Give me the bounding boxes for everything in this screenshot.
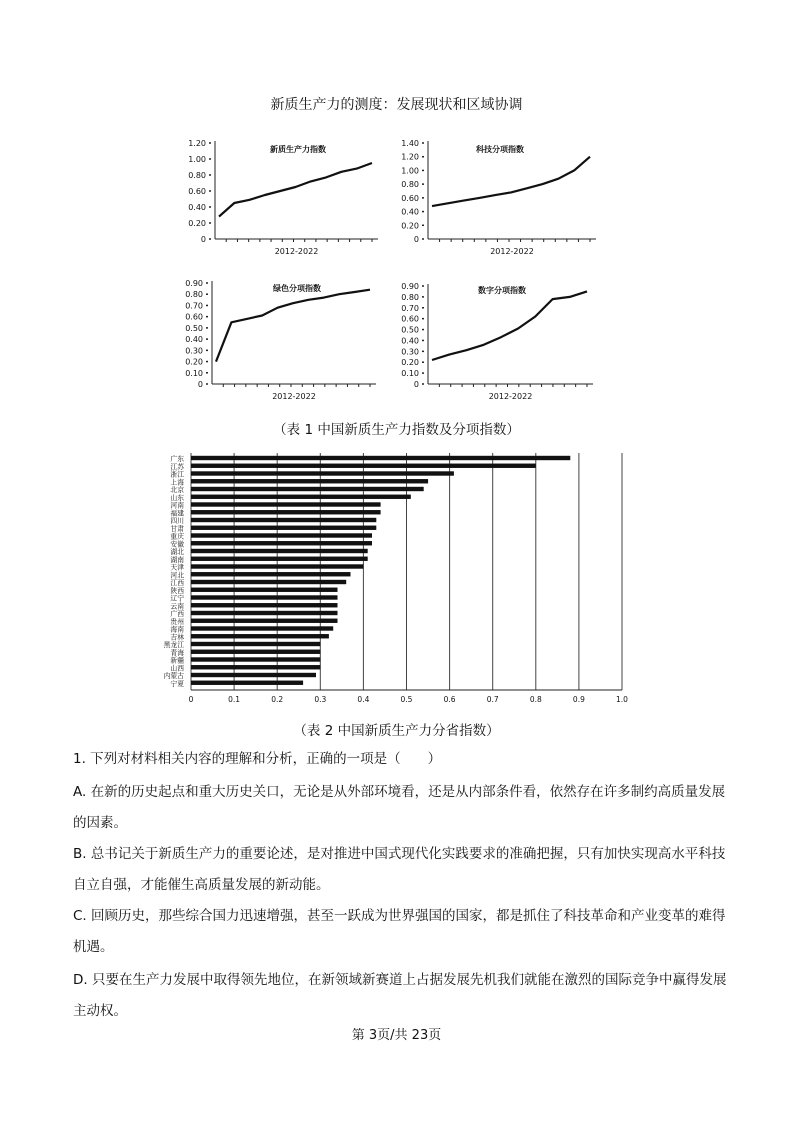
y-tick-label: 1.20 [401, 152, 419, 162]
chart-title: 科技分项指数 [476, 145, 524, 154]
bar [191, 487, 424, 491]
bar [191, 603, 338, 607]
y-tick-label: 1.00 [401, 166, 419, 176]
category-label: 宁夏 [170, 679, 184, 688]
y-tick-label: 0.40 [188, 203, 206, 212]
category-label: 安徽 [170, 540, 184, 549]
x-axis-label: 2012-2022 [490, 247, 534, 256]
bar [191, 541, 372, 545]
bar [191, 619, 338, 623]
category-label: 重庆 [170, 532, 184, 541]
category-label: 云南 [170, 602, 184, 611]
bar [191, 580, 346, 584]
bar [191, 533, 372, 537]
series-line [216, 290, 370, 362]
x-axis-label: 2012-2022 [488, 392, 533, 401]
option-d: D. 只要在生产力发展中取得领先地位，在新领域新赛道上占据发展先机我们就能在激烈的国际竞争中赢得发展主动权。 [73, 972, 727, 1019]
category-label: 山西 [170, 664, 184, 673]
y-tick-label: 0.60 [185, 312, 203, 322]
y-tick-label: 0.20 [185, 357, 203, 367]
bar [191, 595, 338, 599]
bar [191, 464, 536, 468]
y-tick-label: 0.20 [401, 221, 419, 231]
y-tick-label: 0.90 [401, 282, 419, 291]
bar [191, 564, 363, 568]
category-label: 河北 [170, 571, 184, 580]
bar [191, 518, 376, 522]
bar [191, 665, 320, 669]
x-tick-label: 0.5 [400, 695, 413, 704]
x-tick-label: 0.4 [357, 695, 370, 704]
bar [191, 673, 316, 677]
y-tick-label: 0.70 [401, 303, 419, 313]
chart-title: 新质生产力指数 [270, 145, 326, 154]
y-tick-label: 0 [413, 380, 419, 389]
category-label: 广西 [170, 610, 184, 618]
bar [191, 526, 376, 530]
category-label: 新疆 [170, 656, 184, 665]
figure-title: 新质生产力的测度：发展现状和区域协调 [270, 97, 523, 113]
bar [191, 681, 303, 685]
category-label: 吉林 [170, 633, 184, 642]
category-label: 湖南 [170, 555, 184, 564]
x-axis-label: 2012-2022 [274, 247, 319, 256]
category-label: 陕西 [170, 586, 184, 595]
category-label: 江西 [170, 579, 184, 587]
category-label: 黑龙江 [163, 641, 184, 649]
x-tick-label: 0.7 [486, 695, 499, 704]
y-tick-label: 0.40 [185, 335, 203, 345]
question-stem: 1. 下列对材料相关内容的理解和分析，正确的一项是（ ） [73, 751, 442, 767]
chart-title: 数字分项指数 [478, 286, 526, 295]
bar [191, 611, 338, 615]
y-tick-label: 0 [200, 235, 206, 244]
y-tick-label: 0.50 [401, 325, 419, 335]
bar [191, 626, 333, 630]
y-tick-label: 0.90 [185, 279, 203, 288]
option-a: A. 在新的历史起点和重大历史关口，无论是从外部环境看，还是从内部条件看，依然存在许多制约高质量发展的因素。 [73, 784, 726, 831]
x-tick-label: 0.9 [572, 695, 585, 704]
y-tick-label: 0.60 [401, 193, 419, 203]
category-label: 青海 [170, 648, 184, 657]
bar [191, 650, 320, 654]
y-tick-label: 0.40 [401, 207, 419, 217]
series-line [432, 157, 590, 206]
x-tick-label: 0.2 [271, 695, 284, 704]
chart-title: 绿色分项指数 [273, 284, 321, 293]
x-tick-label: 0 [188, 695, 194, 704]
option-b: B. 总书记关于新质生产力的重要论述，是对推进中国式现代化实践要求的准确把握，只有加快实现高水平科技自立自强，才能催生高质量发展的新动能。 [73, 846, 726, 893]
x-tick-label: 0.6 [443, 695, 456, 704]
category-label: 湖北 [170, 548, 184, 556]
y-tick-label: 0.80 [401, 292, 419, 302]
y-tick-label: 0.20 [401, 358, 419, 368]
bar [191, 456, 570, 460]
category-label: 海南 [170, 625, 184, 634]
y-tick-label: 0 [197, 380, 203, 389]
bar [191, 657, 320, 661]
y-tick-label: 1.00 [188, 155, 206, 164]
bar [191, 502, 381, 506]
y-tick-label: 1.40 [401, 139, 419, 148]
bar [191, 557, 368, 561]
y-tick-label: 0.60 [188, 187, 206, 196]
category-label: 天津 [170, 563, 184, 572]
bar [191, 495, 411, 499]
x-tick-label: 0.1 [228, 695, 241, 704]
figure-caption-1: （表 1 中国新质生产力指数及分项指数） [273, 422, 520, 438]
bar [191, 572, 351, 576]
category-label: 福建 [170, 509, 184, 518]
category-label: 甘肃 [170, 524, 184, 533]
category-label: 辽宁 [170, 594, 184, 603]
y-tick-label: 0.10 [185, 368, 203, 378]
category-label: 上海 [170, 478, 184, 487]
y-tick-label: 0 [413, 235, 419, 244]
bar [191, 642, 320, 646]
figure-caption-2: （表 2 中国新质生产力分省指数） [293, 723, 500, 739]
y-tick-label: 0.40 [401, 336, 419, 346]
category-label: 内蒙古 [163, 672, 184, 680]
x-axis-label: 2012-2022 [272, 392, 316, 401]
category-label: 江苏 [170, 462, 184, 471]
y-tick-label: 1.20 [188, 139, 206, 148]
page-footer: 第 3页/共 23页 [351, 1028, 442, 1043]
bar [191, 634, 329, 638]
bar [191, 471, 454, 475]
bar [191, 588, 338, 592]
series-line [219, 163, 372, 217]
category-label: 河南 [170, 501, 184, 510]
bar [191, 549, 368, 553]
bar [191, 479, 428, 483]
category-label: 广东 [170, 455, 184, 463]
bar [191, 510, 381, 514]
y-tick-label: 0.70 [185, 301, 203, 311]
category-label: 贵州 [170, 617, 184, 626]
series-line [432, 291, 587, 360]
category-label: 山东 [170, 493, 184, 502]
x-tick-label: 0.8 [529, 695, 542, 704]
y-tick-label: 0.30 [401, 347, 419, 357]
category-label: 北京 [170, 486, 184, 494]
y-tick-label: 0.80 [188, 171, 206, 180]
option-c: C. 回顾历史，那些综合国力迅速增强，甚至一跃成为世界强国的国家，都是抓住了科技革命和产业变革的难得机遇。 [73, 908, 726, 955]
y-tick-label: 0.60 [401, 314, 419, 324]
category-label: 四川 [170, 517, 184, 525]
category-label: 浙江 [170, 470, 184, 479]
y-tick-label: 0.20 [188, 219, 206, 228]
y-tick-label: 0.80 [401, 180, 419, 190]
y-tick-label: 0.50 [185, 323, 203, 333]
y-tick-label: 0.10 [401, 369, 419, 379]
y-tick-label: 0.80 [185, 290, 203, 300]
x-tick-label: 0.3 [314, 695, 327, 704]
x-tick-label: 1.0 [616, 695, 628, 704]
y-tick-label: 0.30 [185, 346, 203, 356]
